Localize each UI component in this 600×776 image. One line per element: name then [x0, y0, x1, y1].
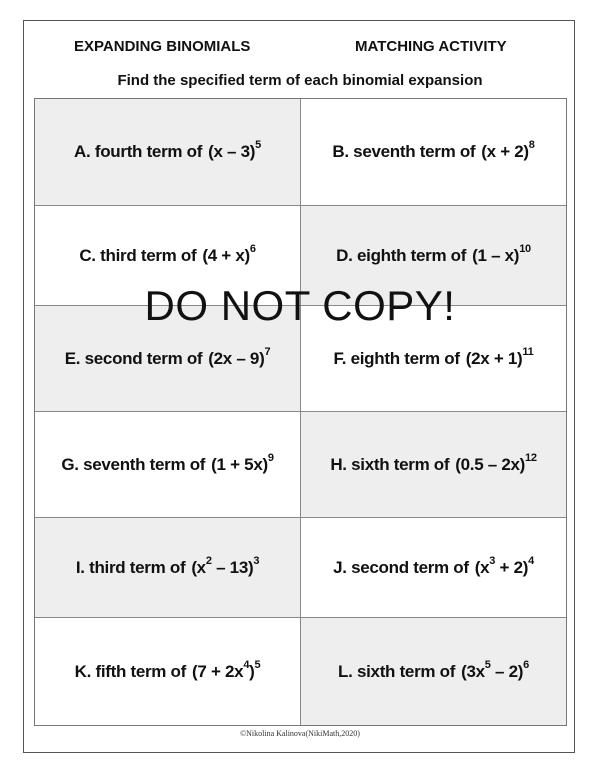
- exponent: 12: [525, 451, 537, 464]
- binomial-base: (2x – 9): [208, 348, 265, 368]
- inner-exponent: 2: [205, 554, 212, 567]
- binomial-expression: [202, 242, 256, 266]
- binomial-expression: [191, 554, 260, 578]
- binomial-pre: (3x: [461, 661, 485, 681]
- inner-exponent: 4: [243, 658, 250, 671]
- binomial-expression: [481, 139, 535, 162]
- watermark: DO NOT COPY!: [144, 282, 456, 329]
- binomial-base: (2x + 1): [465, 348, 523, 368]
- problem-label: A. fourth term of: [74, 142, 203, 161]
- exponent: 11: [522, 345, 534, 358]
- problem-label: B. seventh term of: [332, 142, 476, 161]
- activity-type: MATCHING ACTIVITY: [355, 38, 507, 55]
- problem-label: K. fifth term of: [74, 661, 186, 681]
- binomial-post: ): [249, 661, 255, 681]
- inner-exponent: 5: [484, 658, 491, 671]
- worksheet-title: EXPANDING BINOMIALS: [74, 38, 251, 55]
- problem-label: F. eighth term of: [333, 348, 460, 368]
- copyright-footer: ©Nikolina Kalinova(NikiMath,2020): [240, 729, 360, 738]
- problem-l: [301, 618, 566, 725]
- binomial-expression: [455, 451, 537, 475]
- problem-h: [301, 412, 566, 518]
- exponent: 3: [253, 554, 260, 567]
- problem-grid: [34, 98, 567, 726]
- header: [0, 38, 600, 58]
- binomial-expression: [211, 451, 274, 475]
- binomial-base: (1 – x): [472, 245, 520, 265]
- exponent: 5: [255, 139, 261, 151]
- problem-k: [35, 618, 301, 725]
- problem-label: D. eighth term of: [336, 245, 467, 265]
- problem-label: H. sixth term of: [330, 454, 450, 474]
- problem-label: I. third term of: [75, 557, 186, 577]
- binomial-base: (x + 2): [481, 142, 529, 161]
- binomial-expression: [208, 139, 261, 162]
- binomial-base: (1 + 5x): [211, 454, 268, 474]
- binomial-post: + 2): [495, 557, 529, 577]
- problem-a: [35, 99, 301, 206]
- exponent: 9: [267, 451, 274, 464]
- problem-label: E. second term of: [64, 348, 203, 368]
- binomial-pre: (x: [474, 557, 490, 577]
- problem-g: [35, 412, 301, 518]
- problem-i: [35, 518, 301, 618]
- binomial-pre: (7 + 2x: [192, 661, 244, 681]
- problem-j: [301, 518, 566, 618]
- binomial-expression: [208, 345, 271, 369]
- binomial-base: (0.5 – 2x): [455, 454, 526, 474]
- exponent: 4: [528, 554, 534, 567]
- inner-exponent: 3: [489, 554, 496, 567]
- problem-b: [301, 99, 566, 206]
- binomial-expression: [472, 242, 531, 266]
- binomial-pre: (x: [191, 557, 206, 577]
- binomial-base: (x – 3): [208, 142, 256, 161]
- problem-label: G. seventh term of: [61, 454, 206, 474]
- binomial-base: (4 + x): [202, 245, 250, 265]
- problem-label: C. third term of: [79, 245, 197, 265]
- exponent: 5: [254, 658, 261, 671]
- exponent: 10: [519, 242, 531, 255]
- exponent: 8: [528, 139, 535, 151]
- exponent: 6: [249, 242, 256, 255]
- problem-label: J. second term of: [333, 557, 469, 577]
- binomial-expression: [461, 658, 529, 682]
- binomial-post: – 2): [490, 661, 524, 681]
- instructions: Find the specified term of each binomial expansion: [117, 72, 483, 89]
- binomial-expression: [474, 554, 534, 578]
- binomial-expression: [465, 345, 534, 369]
- binomial-expression: [192, 658, 261, 682]
- exponent: 6: [523, 658, 529, 671]
- exponent: 7: [264, 345, 271, 358]
- problem-label: L. sixth term of: [338, 661, 456, 681]
- binomial-post: – 13): [211, 557, 254, 577]
